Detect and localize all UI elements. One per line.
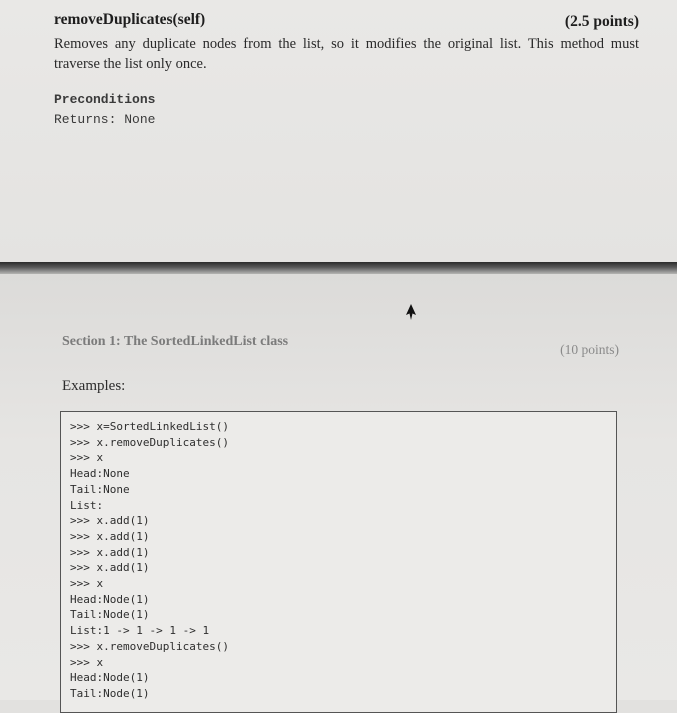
returns-text: Returns: None	[54, 112, 156, 127]
code-line: >>> x.add(1)	[70, 514, 150, 528]
method-description: Removes any duplicate nodes from the list, so it modifies the original list. This method must traverse the list only once.	[54, 36, 639, 72]
code-line: >>> x.add(1)	[70, 545, 150, 559]
examples-label: Examples:	[62, 378, 126, 394]
code-line: List:	[70, 498, 104, 512]
mouse-cursor-icon	[404, 303, 418, 321]
code-line: >>> x	[70, 451, 104, 465]
method-points: (2.5 points)	[564, 13, 639, 30]
code-line: Tail:None	[70, 482, 130, 496]
code-line: Head:Node(1)	[70, 592, 150, 606]
method-title: removeDuplicates(self)	[54, 11, 206, 28]
code-line: Head:None	[70, 467, 130, 481]
code-line: >>> x=SortedLinkedList()	[70, 420, 229, 433]
screen-edge-divider	[0, 262, 677, 274]
section-title: Section 1: The SortedLinkedList class	[62, 334, 289, 349]
assignment-page-top	[0, 0, 677, 262]
code-line: >>> x.removeDuplicates()	[70, 639, 229, 653]
code-line: Head:Node(1)	[70, 671, 150, 685]
code-line: List:1 -> 1 -> 1 -> 1	[70, 624, 210, 638]
code-line: >>> x	[70, 577, 104, 591]
code-line: >>> x.add(1)	[70, 561, 150, 575]
code-example	[70, 419, 229, 702]
code-line: >>> x.removeDuplicates()	[70, 435, 229, 449]
section-points: (10 points)	[560, 342, 619, 357]
code-line: Tail:Node(1)	[70, 608, 150, 622]
code-line: >>> x.add(1)	[70, 529, 150, 543]
preconditions-label: Preconditions	[54, 92, 156, 107]
code-line: Tail:Node(1)	[70, 686, 150, 700]
code-line: >>> x	[70, 655, 104, 669]
